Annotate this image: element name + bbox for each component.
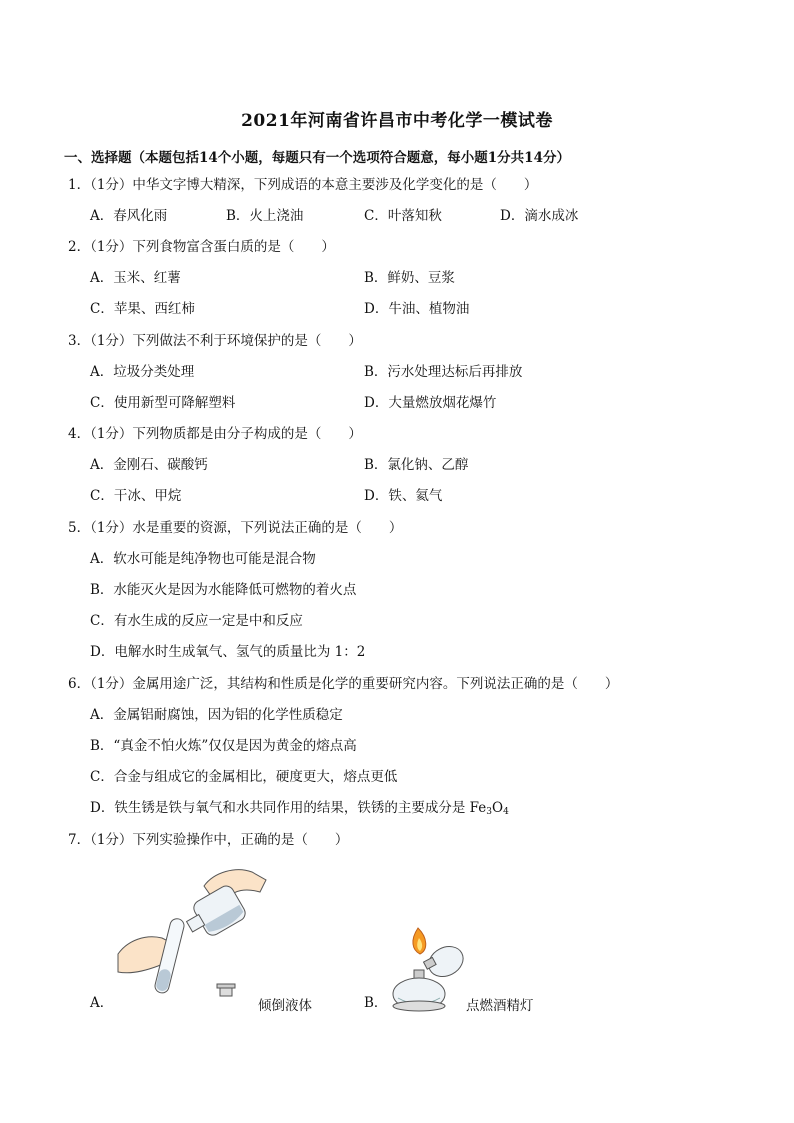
q5-option-b[interactable]: B．水能灭火是因为水能降低可燃物的着火点 <box>90 582 357 598</box>
q3-option-b[interactable]: B．污水处理达标后再排放 <box>364 364 523 380</box>
q5-option-c[interactable]: C．有水生成的反应一定是中和反应 <box>90 613 303 629</box>
q7-option-a[interactable]: A． <box>90 995 114 1011</box>
question-3-stem: 3．（1分）下列做法不利于环境保护的是（ ） <box>68 333 362 349</box>
fe3o4-formula: $Fe_3O_4$ <box>469 800 509 817</box>
tilted-lamp-icon <box>422 941 469 984</box>
question-7-stem: 7．（1分）下列实验操作中，正确的是（ ） <box>68 832 349 848</box>
q6-option-d-text: D．铁生锈是铁与氧气和水共同作用的结果，铁锈的主要成分是 <box>90 800 470 816</box>
q6-option-a[interactable]: A．金属铝耐腐蚀，因为铝的化学性质稳定 <box>90 707 343 723</box>
q4-option-a[interactable]: A．金刚石、碳酸钙 <box>90 457 208 473</box>
figure-b-caption: 点燃酒精灯 <box>466 998 534 1014</box>
q4-option-c[interactable]: C．干冰、甲烷 <box>90 488 182 504</box>
section-heading: 一、选择题（本题包括14个小题，每题只有一个选项符合题意，每小题1分共14分） <box>64 150 570 166</box>
question-4-stem: 4．（1分）下列物质都是由分子构成的是（ ） <box>68 426 362 442</box>
stopper-icon <box>217 984 235 996</box>
question-1-stem: 1．（1分）中华文字博大精深，下列成语的本意主要涉及化学变化的是（ ） <box>68 177 538 193</box>
q5-option-d[interactable]: D．电解水时生成氧气、氢气的质量比为 1：2 <box>90 644 366 660</box>
q2-option-a[interactable]: A．玉米、红薯 <box>90 270 181 286</box>
q3-option-a[interactable]: A．垃圾分类处理 <box>90 364 195 380</box>
figure-a-caption: 倾倒液体 <box>258 998 312 1014</box>
q2-option-d[interactable]: D．牛油、植物油 <box>364 301 470 317</box>
q6-option-c[interactable]: C．合金与组成它的金属相比，硬度更大，熔点更低 <box>90 769 398 785</box>
q6-option-d[interactable] <box>90 799 509 821</box>
q4-option-b[interactable]: B．氯化钠、乙醇 <box>364 457 469 473</box>
q1-option-c[interactable]: C．叶落知秋 <box>364 208 442 224</box>
q2-option-c[interactable]: C．苹果、西红柿 <box>90 301 195 317</box>
q3-option-c[interactable]: C．使用新型可降解塑料 <box>90 395 236 411</box>
alcohol-lamp-illustration <box>384 918 474 1018</box>
q3-option-d[interactable]: D．大量燃放烟花爆竹 <box>364 395 497 411</box>
q2-option-b[interactable]: B．鲜奶、豆浆 <box>364 270 455 286</box>
question-6-stem: 6．（1分）金属用途广泛，其结构和性质是化学的重要研究内容。下列说法正确的是（ ） <box>68 676 619 692</box>
q1-option-d[interactable]: D．滴水成冰 <box>500 208 579 224</box>
q6-option-b[interactable]: B．“真金不怕火炼”仅仅是因为黄金的熔点高 <box>90 738 357 754</box>
question-5-stem: 5．（1分）水是重要的资源，下列说法正确的是（ ） <box>68 520 403 536</box>
question-2-stem: 2．（1分）下列食物富含蛋白质的是（ ） <box>68 239 335 255</box>
page-title: 2021年河南省许昌市中考化学一模试卷 <box>241 111 553 131</box>
q1-option-a[interactable]: A．春风化雨 <box>90 208 168 224</box>
q1-option-b[interactable]: B．火上浇油 <box>226 208 304 224</box>
reagent-bottle-icon <box>181 883 248 944</box>
q5-option-a[interactable]: A．软水可能是纯净物也可能是混合物 <box>90 551 316 567</box>
q7-option-b[interactable]: B． <box>364 995 388 1011</box>
q4-option-d[interactable]: D．铁、氦气 <box>364 488 443 504</box>
pour-liquid-illustration <box>118 858 278 1008</box>
